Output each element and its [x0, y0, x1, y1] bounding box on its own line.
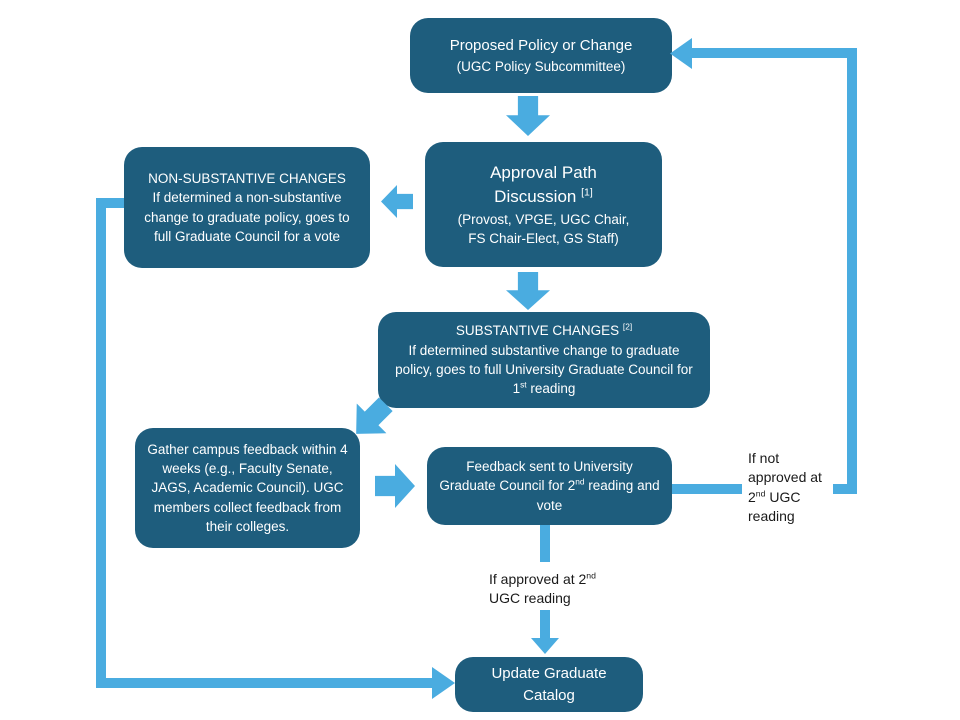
connector-left-loop-bottom-segment	[96, 678, 434, 688]
node-substantive-body-tail: reading	[526, 381, 576, 397]
node-approval-title-line2	[494, 185, 593, 210]
arrowhead-left-icon	[670, 38, 692, 69]
node-substantive-title-text: SUBSTANTIVE CHANGES	[455, 323, 620, 339]
node-substantive-ordinal: st	[520, 379, 527, 390]
arrowhead-down-icon	[531, 638, 559, 654]
arrowhead-right-icon	[432, 667, 455, 699]
node-gather-body: Gather campus feedback within 4 weeks (e.g., Faculty Senate, JAGS, Academic Council). UGC members collect feedback from their colleges.	[147, 441, 348, 534]
label-not-approved-tail: UGC reading	[748, 488, 801, 524]
node-approval-title-text: Discussion	[494, 187, 577, 207]
node-proposed-policy	[410, 18, 672, 93]
node-approval-subtitle-line1: (Provost, VPGE, UGC Chair,	[457, 211, 630, 227]
connector-feedback-down-shaft	[540, 610, 550, 640]
node-proposed-title: Proposed Policy or Change	[449, 36, 633, 54]
connector-right-loop-feedback-stub	[672, 484, 742, 494]
label-approved-text: If approved at 2	[489, 571, 587, 587]
node-feedback-body-text: Feedback sent to University Graduate Council for 2	[439, 459, 633, 494]
connector-right-loop-top-segment	[690, 48, 857, 58]
node-feedback-sent	[427, 447, 672, 525]
node-substantive-footnote-ref: [2]	[622, 321, 633, 332]
node-feedback-body-tail: reading and vote	[536, 478, 660, 513]
connector-feedback-down-stub	[540, 525, 550, 562]
node-approval-title-line1: Approval Path	[490, 162, 597, 182]
node-gather-feedback	[135, 428, 360, 548]
label-not-approved-ordinal: nd	[755, 487, 766, 498]
connector-left-loop-vertical	[96, 198, 106, 688]
block-arrow-left-icon	[381, 185, 413, 218]
block-arrow-down-icon	[506, 96, 550, 136]
node-substantive-body-text: If determined substantive change to graduate policy, goes to full University Graduate Council for 1	[395, 342, 693, 397]
node-substantive-body	[390, 341, 698, 399]
node-substantive-changes	[378, 312, 710, 408]
node-update-catalog	[455, 657, 643, 712]
label-not-approved-text: If not approved at 2	[748, 450, 822, 505]
node-nonsub-title: NON-SUBSTANTIVE CHANGES	[148, 170, 346, 186]
label-approved-tail: UGC reading	[489, 590, 571, 607]
node-feedback-body	[439, 457, 660, 515]
node-approval-path	[425, 142, 662, 267]
node-approval-subtitle-line2: FS Chair-Elect, GS Staff)	[468, 231, 619, 247]
node-update-title: Update Graduate Catalog	[491, 664, 607, 704]
block-arrow-down-icon	[506, 272, 550, 310]
node-feedback-ordinal: nd	[575, 476, 585, 487]
node-proposed-subtitle: (UGC Policy Subcommittee)	[456, 58, 626, 74]
block-arrow-right-icon	[375, 464, 415, 508]
node-non-substantive-changes	[124, 147, 370, 268]
connector-right-loop-bottom-stub	[833, 484, 857, 494]
node-approval-footnote-ref: [1]	[581, 186, 593, 199]
label-if-not-approved	[748, 449, 832, 526]
label-if-approved	[489, 570, 601, 609]
node-nonsub-body: If determined a non-substantive change to graduate policy, goes to full Graduate Council for a vote	[144, 190, 350, 244]
connector-right-loop-vertical	[847, 48, 857, 494]
label-approved-ordinal: nd	[586, 570, 596, 581]
node-substantive-title	[456, 321, 632, 340]
